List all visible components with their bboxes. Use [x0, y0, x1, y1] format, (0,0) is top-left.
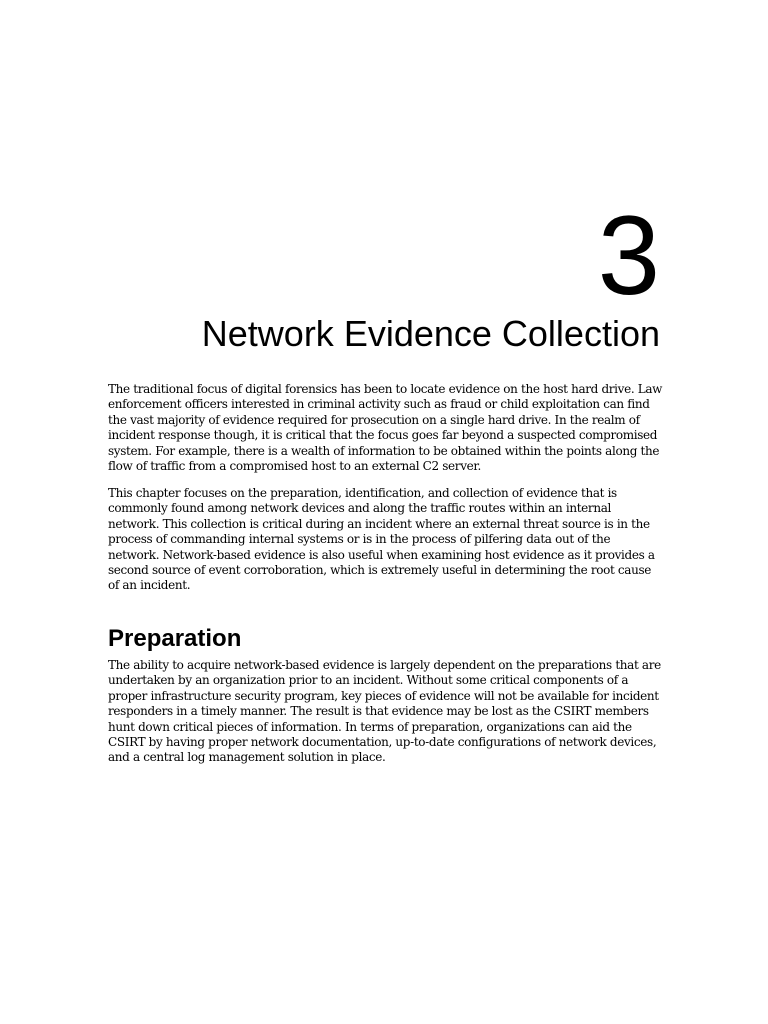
chapter-number: 3 — [597, 193, 660, 318]
intro-paragraph-2: This chapter focuses on the preparation, identification, and collection of evidence that is commonly found among network devices and along the traffic routes within an internal network. This collection is critical during an incident where an external threat source is in the process of commanding internal systems or is in the process of pilfering data out of the network. Network-based evidence is also useful when examining host evidence as it provides a second source of event corroboration, which is extremely useful in determining the root cause of an incident. — [108, 486, 655, 593]
chapter-title: Network Evidence Collection — [201, 313, 660, 354]
intro-paragraph-1: The traditional focus of digital forensics has been to locate evidence on the host hard drive. Law enforcement officers interested in criminal activity such as fraud or child exploitation can find the vast majority of evidence required for prosecution on a single hard drive. In the realm of incident response though, it is critical that the focus goes far beyond a suspected compromised system. For example, there is a wealth of information to be obtained within the points along the flow of traffic from a compromised host to an external C2 server. — [108, 382, 663, 474]
section-heading-preparation: Preparation — [108, 625, 242, 652]
preparation-paragraph-1: The ability to acquire network-based evidence is largely dependent on the preparations that are undertaken by an organization prior to an incident. Without some critical components of a proper infrastructure security program, key pieces of evidence will not be available for incident responders in a timely manner. The result is that evidence may be lost as the CSIRT members hunt down critical pieces of information. In terms of preparation, organizations can aid the CSIRT by having proper network documentation, up-to-date configurations of network devices, and a central log management solution in place. — [108, 658, 661, 765]
